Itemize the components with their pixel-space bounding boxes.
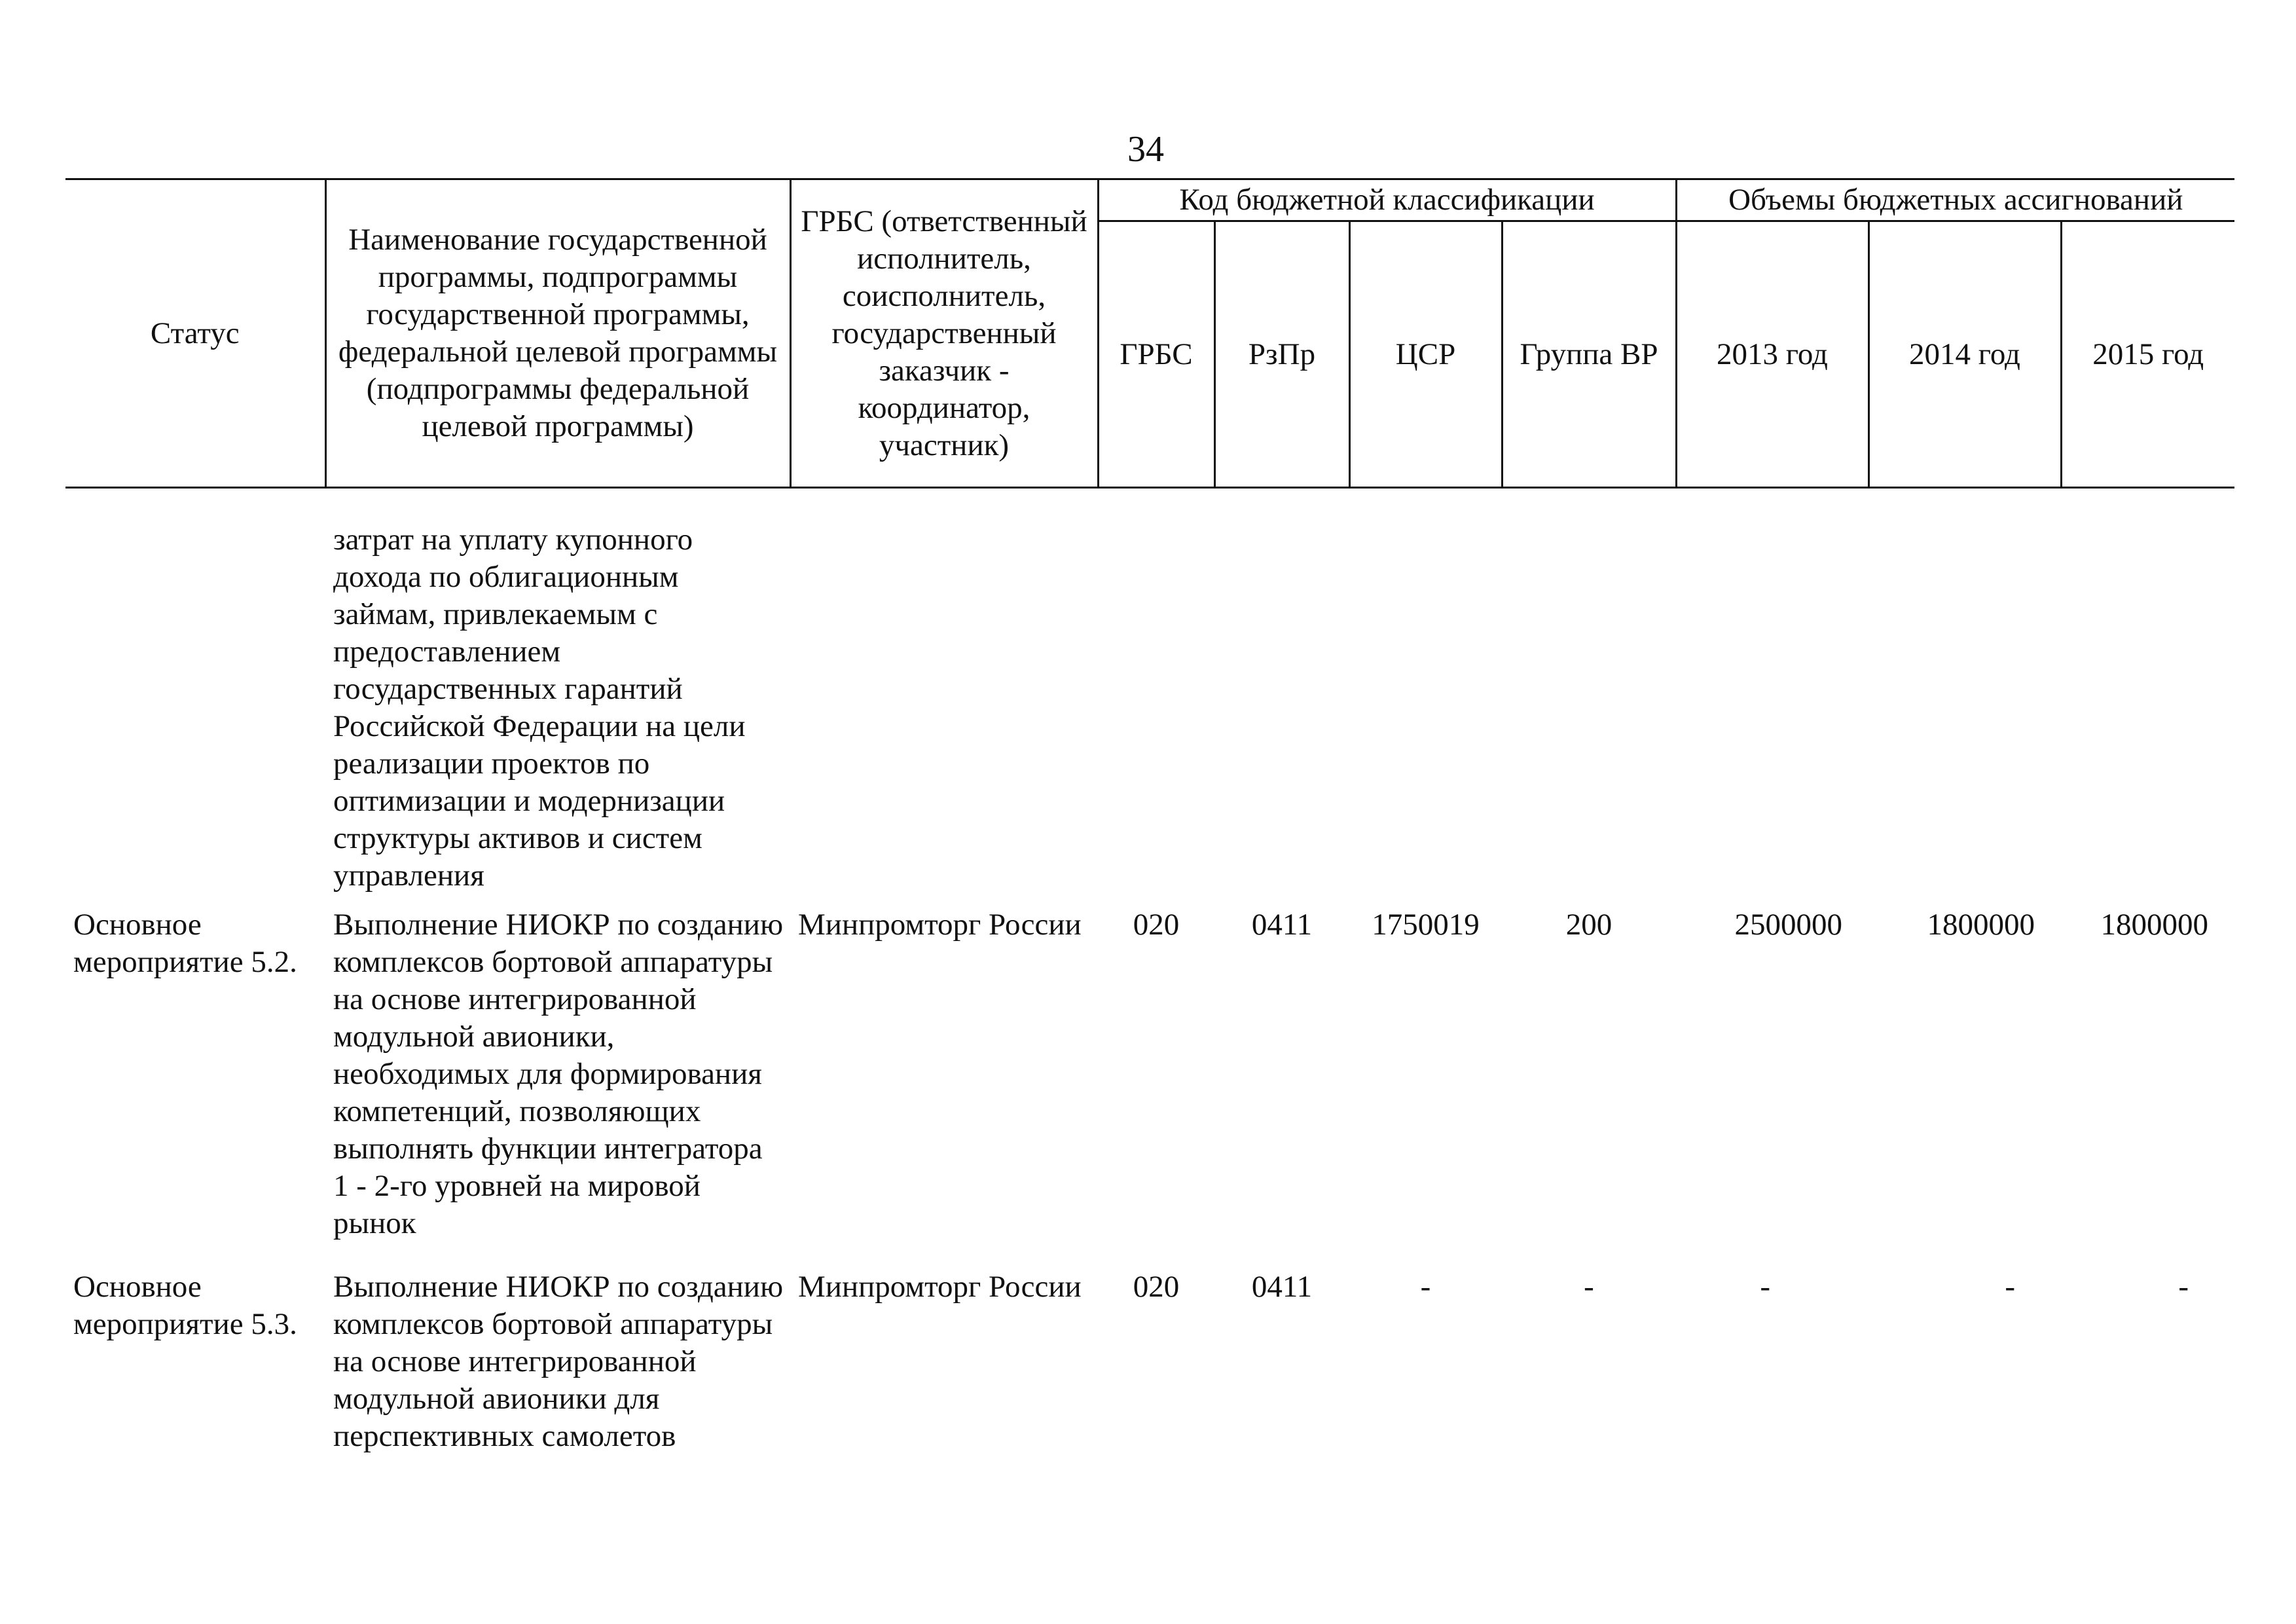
row-grbs-name: Минпромторг России <box>798 908 1082 942</box>
header-budget-code-group: Код бюджетной классификации <box>1098 179 1676 221</box>
row-vr <box>1502 488 1676 907</box>
row-rzpr: 0411 <box>1251 908 1313 942</box>
header-year-2015: 2015 год <box>2061 221 2234 488</box>
header-code-grbs: ГРБС <box>1098 221 1214 488</box>
header-code-csr: ЦСР <box>1349 221 1502 488</box>
row-2014 <box>1868 488 2061 907</box>
row-grbs: 020 <box>1133 908 1180 942</box>
row-2015: 1800000 <box>2100 908 2208 942</box>
row-name: затрат на уплату купонного дохода по облигационным займам, привлекаемым с предоставлением государственных гарантий Российской Федерации на цели реализации проектов по оптимизации и модернизации структуры активов и систем управления <box>333 523 746 893</box>
page-number: 34 <box>1127 129 1164 170</box>
row-rzpr: 0411 <box>1251 1270 1313 1304</box>
row-rzpr <box>1214 488 1349 907</box>
row-csr: 1750019 <box>1372 908 1480 942</box>
row-grbs: 020 <box>1133 1270 1180 1304</box>
header-year-2014: 2014 год <box>1868 221 2061 488</box>
row-csr <box>1349 488 1502 907</box>
header-code-vr: Группа ВР <box>1502 221 1676 488</box>
header-status: Статус <box>65 179 325 488</box>
row-grbs <box>1098 488 1214 907</box>
table-row <box>65 1268 2234 1481</box>
budget-allocation-table <box>65 178 2234 1481</box>
header-volumes-group: Объемы бюджетных ассигнований <box>1676 179 2234 221</box>
row-2013 <box>1676 488 1868 907</box>
row-csr: - <box>1420 1270 1431 1304</box>
table-row <box>65 488 2234 907</box>
row-vr: - <box>1584 1270 1594 1304</box>
header-grbs-responsible: ГРБС (ответственный исполнитель, соисполнитель, государственный заказчик - координатор, участник) <box>790 179 1098 488</box>
row-vr: 200 <box>1565 908 1613 942</box>
row-grbs-name: Минпромторг России <box>798 1270 1082 1304</box>
row-name: Выполнение НИОКР по созданию комплексов бортовой аппаратуры на основе интегрированной модульной авионики для перспективных самолетов <box>333 1270 784 1453</box>
header-code-rzpr: РзПр <box>1214 221 1349 488</box>
row-name: Выполнение НИОКР по созданию комплексов бортовой аппаратуры на основе интегрированной модульной авионики, необходимых для формирования компетенций, позволяющих выполнять функции интегратора 1 - 2-го уровней на мировой рынок <box>333 908 784 1240</box>
row-status: Основное мероприятие 5.2. <box>73 908 297 979</box>
table-row <box>65 906 2234 1268</box>
row-2013: 2500000 <box>1734 908 1842 942</box>
header-year-2013: 2013 год <box>1676 221 1868 488</box>
row-2014: 1800000 <box>1927 908 2035 942</box>
row-2015: - <box>2178 1270 2189 1304</box>
row-2015 <box>2061 488 2234 907</box>
header-program-name: Наименование государственной программы, подпрограммы государственной программы, федеральной целевой программы (подпрограммы федеральной целевой программы) <box>325 179 790 488</box>
row-2013: - <box>1760 1270 1770 1304</box>
row-status <box>65 488 325 907</box>
row-status: Основное мероприятие 5.3. <box>73 1270 297 1341</box>
row-2014: - <box>2005 1270 2015 1304</box>
row-grbs-name <box>790 488 1098 907</box>
